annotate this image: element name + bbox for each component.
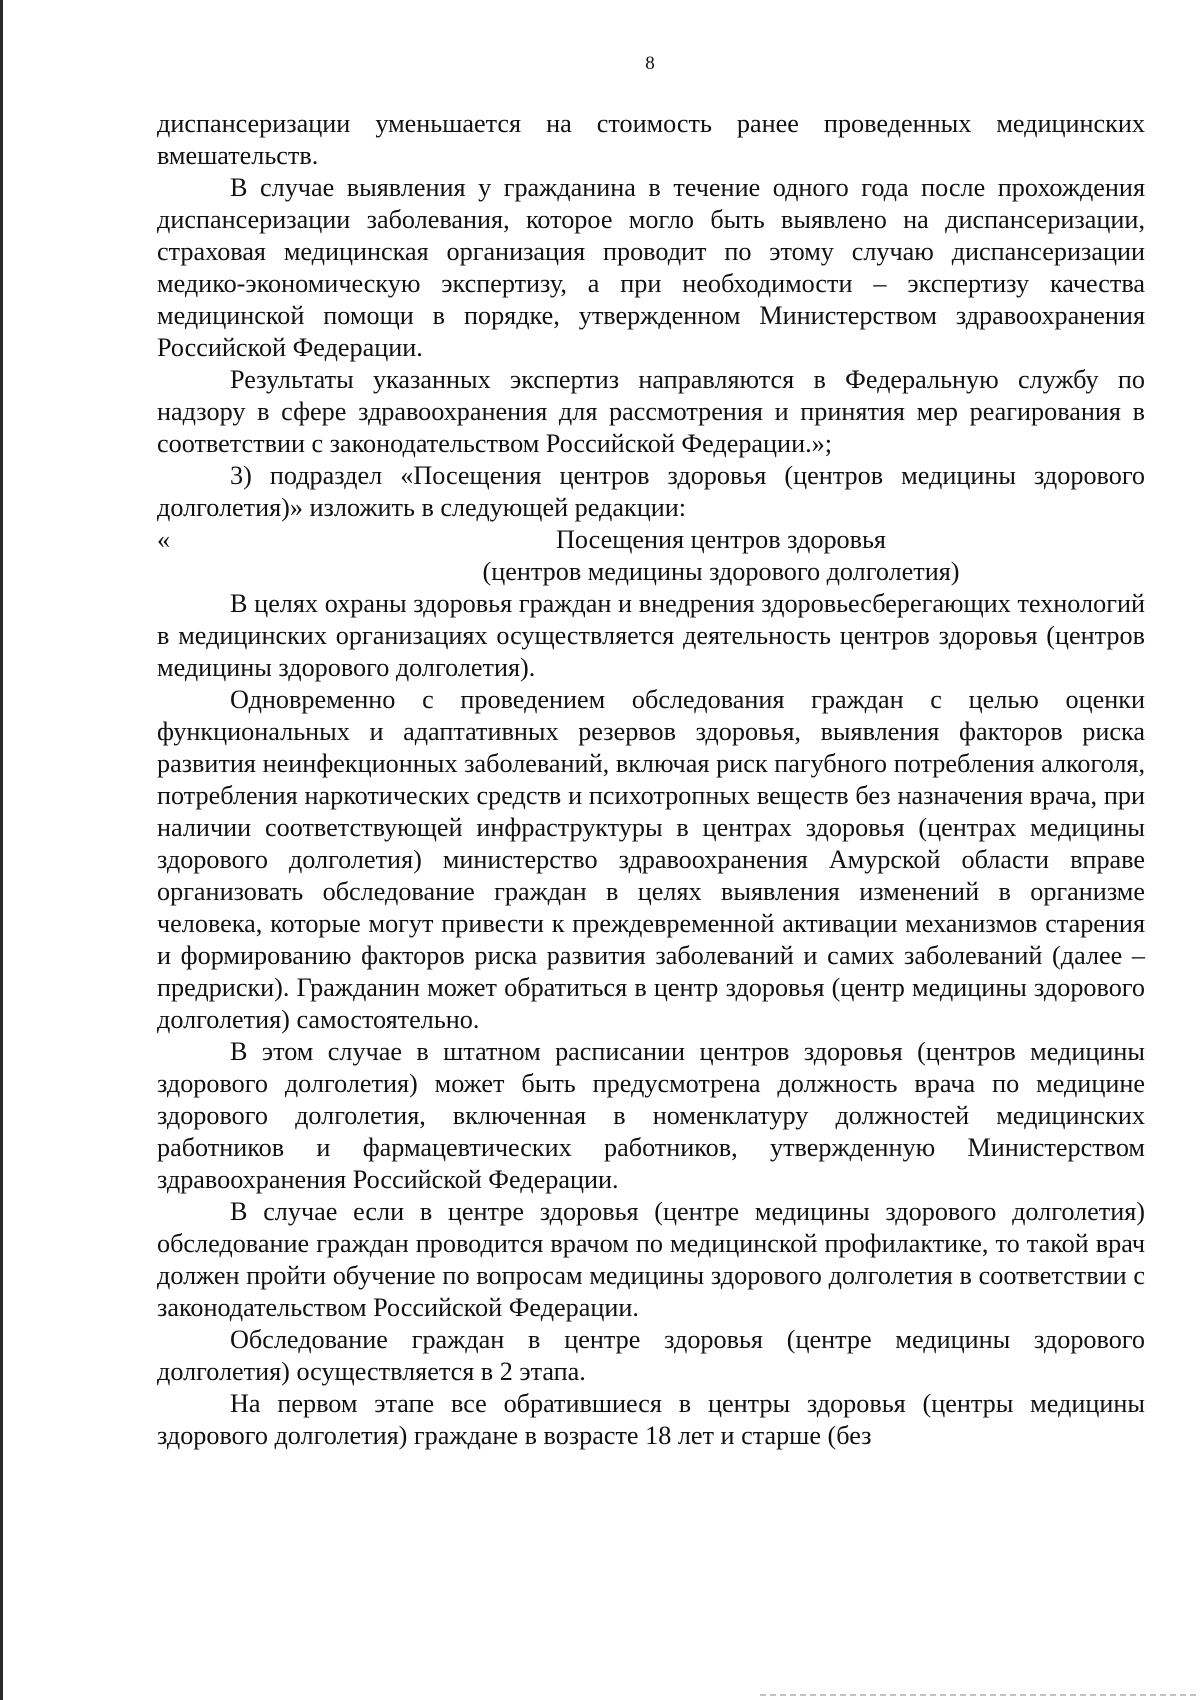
paragraph: В случае если в центре здоровья (центре медицины здорового долголетия) обследование граждан проводится врачом по медицинской профилактике, то такой врач должен пройти обучение по вопросам медицины здорового долголетия в соответствии с законодательством Российской Федерации. xyxy=(157,1197,1145,1322)
section-heading-line2: (центров медицины здорового долголетия) xyxy=(482,557,960,586)
section-heading-line1: Посещения центров здоровья xyxy=(556,525,886,554)
section-heading xyxy=(157,524,1145,556)
paragraph: Обследование граждан в центре здоровья (центре медицины здорового долголетия) осуществляется в 2 этапа. xyxy=(157,1325,1145,1386)
paragraph: диспансеризации уменьшается на стоимость ранее проведенных медицинских вмешательств. xyxy=(157,109,1145,170)
paragraph: В целях охраны здоровья граждан и внедрения здоровьесберегающих технологий в медицинских организациях осуществляется деятельность центров здоровья (центров медицины здорового долголетия). xyxy=(157,589,1145,682)
opening-quote: « xyxy=(157,525,171,554)
document-body xyxy=(157,108,1145,1452)
paragraph: В случае выявления у гражданина в течение одного года после прохождения диспансеризации заболевания, которое могло быть выявлено на диспансеризации, страховая медицинская организация проводит по этому случаю диспансеризации медико-экономическую экспертизу, а при необходимости – экспертизу качества медицинской помощи в порядке, утвержденном Министерством здравоохранения Российской Федерации. xyxy=(157,173,1145,362)
paragraph: Одновременно с проведением обследования граждан с целью оценки функциональных и адаптативных резервов здоровья, выявления факторов риска развития неинфекционных заболеваний, включая риск пагубного потребления алкоголя, потребления наркотических средств и психотропных веществ без назначения врача, при наличии соответствующей инфраструктуры в центрах здоровья (центрах медицины здорового долголетия) министерство здравоохранения Амурской области вправе организовать обследование граждан в целях выявления изменений в организме человека, которые могут привести к преждевременной активации механизмов старения и формированию факторов риска развития заболеваний и самих заболеваний (далее – предриски). Гражданин может обратиться в центр здоровья (центр медицины здорового долголетия) самостоятельно. xyxy=(157,685,1145,1034)
scan-edge-left xyxy=(0,0,3,1700)
paragraph: Результаты указанных экспертиз направляются в Федеральную службу по надзору в сфере здравоохранения для рассмотрения и принятия мер реагирования в соответствии с законодательством Российской Федерации.»; xyxy=(157,365,1145,458)
paragraph: В этом случае в штатном расписании центров здоровья (центров медицины здорового долголетия) может быть предусмотрена должность врача по медицине здорового долголетия, включенная в номенклатуру должностей медицинских работников и фармацевтических работников, утвержденную Министерством здравоохранения Российской Федерации. xyxy=(157,1037,1145,1194)
scan-edge-bottom xyxy=(760,1694,1200,1696)
paragraph: 3) подраздел «Посещения центров здоровья (центров медицины здорового долголетия)» изложить в следующей редакции: xyxy=(157,461,1145,522)
page-number: 8 xyxy=(645,53,655,74)
paragraph: На первом этапе все обратившиеся в центры здоровья (центры медицины здорового долголетия) граждане в возрасте 18 лет и старше (без xyxy=(157,1389,1145,1450)
